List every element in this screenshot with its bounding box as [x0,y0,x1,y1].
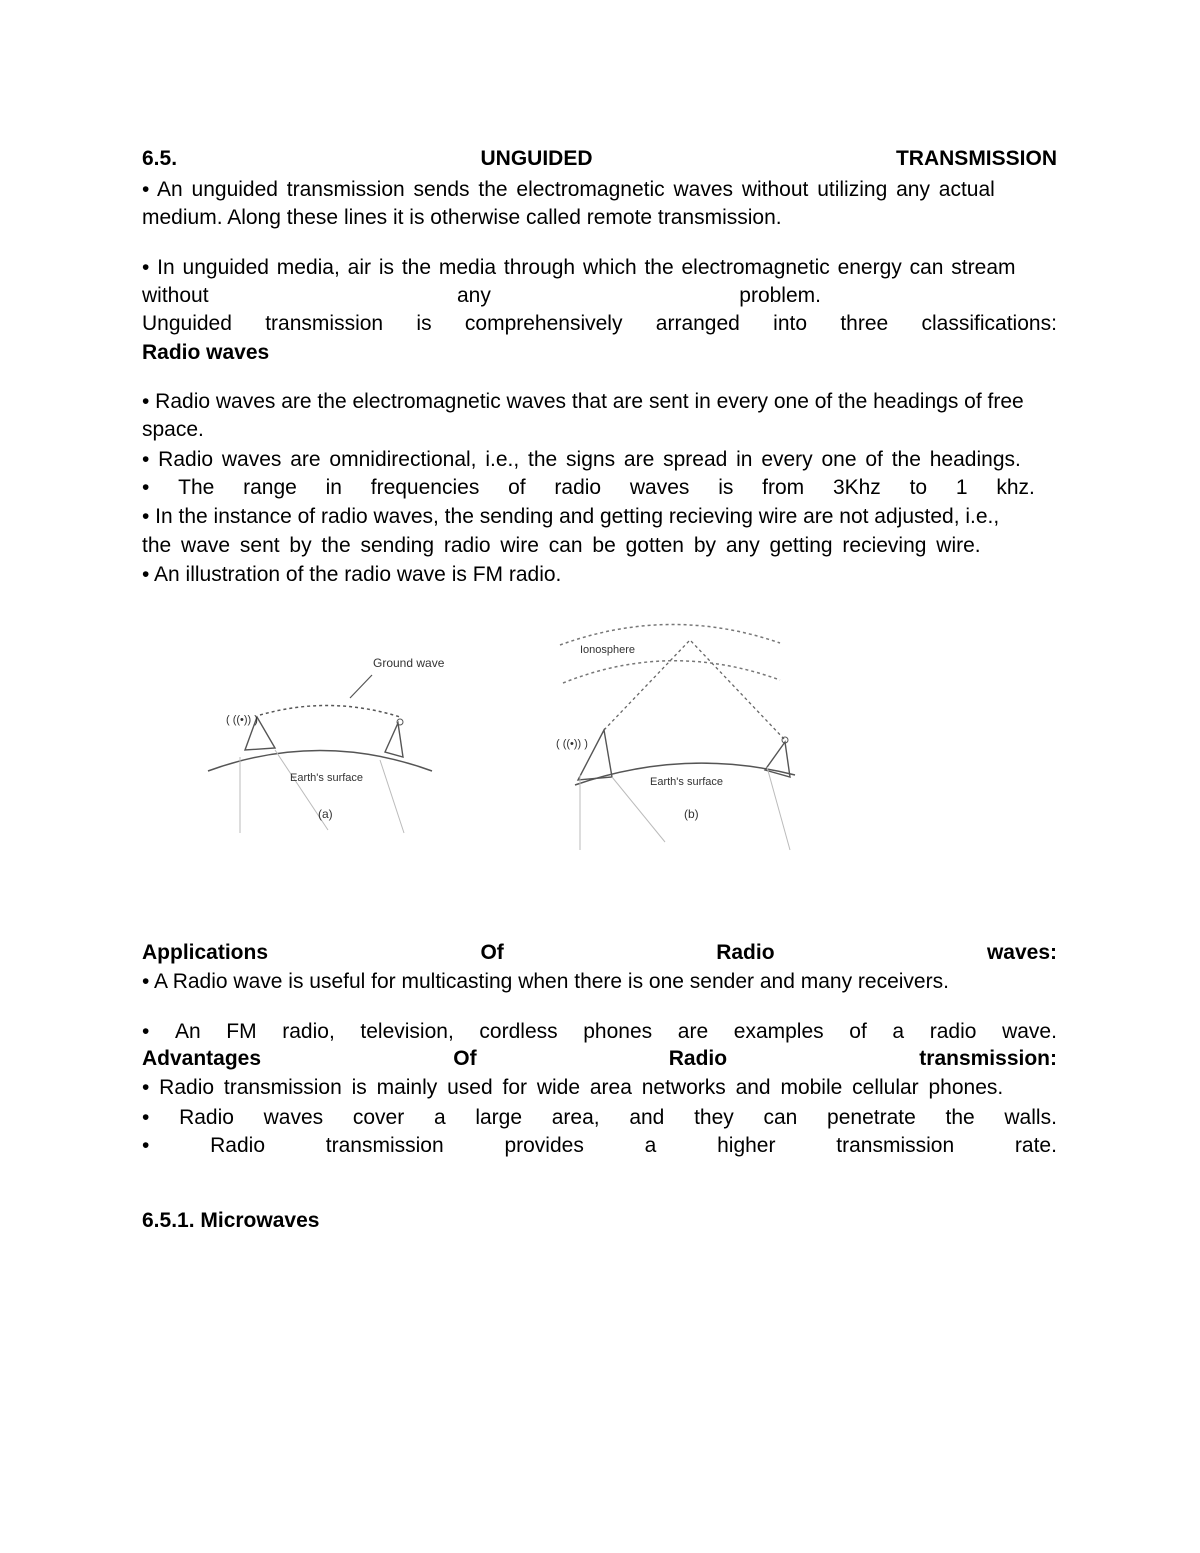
word: the [945,1106,975,1129]
earth-radius-line [380,760,404,833]
word: are [677,1020,709,1043]
section-heading [142,145,1057,173]
bullet-line: • In the instance of radio waves, the sending and getting recieving wire are not adjusted, i.e., [142,505,1000,528]
bullet-line: • Radio transmission is mainly used for wide area networks and mobile cellular phones. [142,1076,1004,1099]
word: • [142,1106,150,1129]
ground-wave-arc [260,705,400,717]
justified-line [142,310,1057,338]
word: radio, [282,1020,335,1043]
word: higher [717,1134,776,1157]
bullet-line: • Radio waves are omnidirectional, i.e., the signs are spread in every one of the headings. [142,448,1021,471]
justified-text: • An unguided transmission sends the electromagnetic waves without utilizing any actual [142,178,995,201]
word: area, [551,1106,600,1129]
word: Advantages [142,1047,262,1070]
word: television, [360,1020,454,1043]
word: Of [453,1047,477,1070]
word: 3Khz [832,476,881,499]
justified-line [142,1018,1057,1046]
bullet-line: space. [142,418,204,441]
bullet-line: the wave sent by the sending radio wire can be gotten by any getting recieving wire. [142,534,981,557]
justified-line [142,1104,1057,1132]
ground-wave-label: Ground wave [373,656,445,670]
justified-line [142,1132,1057,1160]
applications-heading [142,939,1057,967]
paragraph-line: • In unguided media, air is the media through which the electromagnetic energy can stream [142,256,1016,279]
word: of [849,1020,867,1043]
word: and [629,1106,665,1129]
word: problem. [739,284,821,307]
word: • [142,1134,150,1157]
bullet-line: • A Radio wave is useful for multicasting when there is one sender and many receivers. [142,970,949,993]
word: large [475,1106,523,1129]
word: they [694,1106,734,1129]
word: transmission [836,1134,955,1157]
word: a [644,1134,657,1157]
ionosphere-arc [563,661,780,683]
word: cover [352,1106,405,1129]
word: waves [263,1106,324,1129]
word: transmission: [919,1047,1057,1070]
figure-a-ground-wave [208,656,445,833]
figure-b-sky-wave [556,624,795,850]
word: comprehensively [464,312,623,335]
microwaves-heading: 6.5.1. Microwaves [142,1209,320,1232]
antenna-signal-icon: ( ((•)) ) [556,738,588,750]
word: Applications [142,941,269,964]
word: to [909,476,928,499]
justified-line [142,282,1057,310]
word: is [416,312,432,335]
word: Radio [668,1047,728,1070]
bullet-line: • Radio waves are the electromagnetic waves that are sent in every one of the headings of free [142,390,1024,413]
receive-antenna [385,723,403,757]
word: provides [504,1134,584,1157]
word: radio [929,1020,977,1043]
word: into [773,312,808,335]
section-number: 6.5. [142,147,178,170]
word: in [325,476,342,499]
advantages-heading [142,1045,1057,1073]
word: without [142,284,209,307]
word: examples [733,1020,824,1043]
word: • [142,1020,150,1043]
word: can [763,1106,798,1129]
word: Radio [210,1134,266,1157]
figure-caption-a: (a) [318,807,333,821]
figure-caption-b: (b) [684,807,699,821]
word: • [142,476,150,499]
word: waves: [986,941,1057,964]
earth-surface-label: Earth's surface [650,776,724,788]
ionosphere-label: Ionosphere [580,644,636,656]
word: classifications: [921,312,1057,335]
ionosphere-arc [560,624,780,645]
word: Unguided [142,312,232,335]
word: An [174,1020,201,1043]
paragraph-line [142,176,1057,204]
word: a [892,1020,905,1043]
antenna-signal-icon: ( ((•)) ) [226,714,258,726]
word: is [718,476,734,499]
justified-line [142,474,1057,502]
word: Radio [179,1106,234,1129]
word: range [243,476,297,499]
word: wave. [1002,1020,1057,1043]
earth-surface-curve [208,751,432,772]
word: FM [226,1020,257,1043]
word: phones [583,1020,653,1043]
heading-word: UNGUIDED [480,147,593,170]
subheading-radio-waves: Radio waves [142,341,270,364]
word: The [178,476,215,499]
word: waves [629,476,690,499]
word: arranged [655,312,740,335]
word: any [456,284,491,307]
word: penetrate [827,1106,916,1129]
word: walls. [1004,1106,1057,1129]
word: frequencies [370,476,480,499]
word: cordless [479,1020,558,1043]
word: Radio [716,941,775,964]
word: transmission [325,1134,444,1157]
word: transmission [265,312,384,335]
word: khz. [996,476,1035,499]
arrow-pointer-icon [350,675,372,698]
word: a [433,1106,446,1129]
earth-surface-label: Earth's surface [290,772,364,784]
paragraph-line: medium. Along these lines it is otherwise called remote transmission. [142,206,782,229]
bullet-line: • An illustration of the radio wave is FM radio. [142,563,562,586]
earth-radius-line [767,767,790,850]
word: radio [554,476,602,499]
radio-wave-figure [200,605,800,855]
word: 1 [955,476,968,499]
word: from [762,476,805,499]
word: rate. [1014,1134,1057,1157]
heading-word: TRANSMISSION [895,147,1057,170]
word: Of [480,941,504,964]
word: three [840,312,889,335]
word: of [508,476,526,499]
